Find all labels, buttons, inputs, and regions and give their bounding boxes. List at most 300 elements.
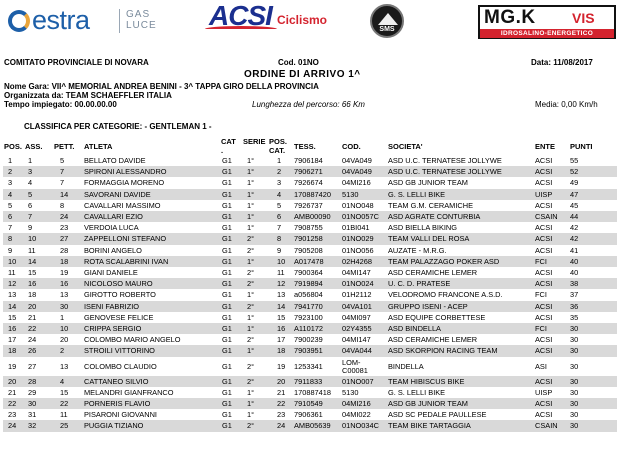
cell-cat: G1 [222, 223, 232, 233]
cell-punti: 30 [570, 376, 579, 386]
table-row [0, 177, 622, 188]
table-row [0, 312, 622, 323]
cell-tess: AMB05639 [294, 421, 331, 431]
cell-atleta: CRIPPA SERGIO [84, 324, 142, 333]
cell-pett: 2 [60, 346, 65, 356]
cell-ass: 30 [28, 399, 37, 408]
cell-serie: 1° [247, 178, 255, 188]
cell-punti: 42 [570, 223, 579, 233]
page-title: ORDINE DI ARRIVO 1^ [244, 69, 361, 80]
cell-serie: 1° [247, 324, 255, 333]
cell-poscat: 11 [277, 268, 285, 277]
cell-pos: 11 [8, 268, 16, 277]
cell-ass: 18 [28, 290, 37, 300]
cell-pett: 24 [60, 212, 69, 221]
table-row [0, 200, 622, 211]
cell-cat: G1 [222, 212, 232, 221]
cell-ass: 3 [28, 167, 33, 177]
table-row [0, 398, 622, 409]
cell-pos: 7 [8, 223, 13, 233]
col-poscat: POS. [269, 137, 287, 146]
cell-atleta: PUGGIA TIZIANO [84, 421, 144, 431]
cell-cat: G1 [222, 245, 232, 255]
cell-serie: 1° [247, 223, 255, 233]
cell-ente: ACSI [535, 178, 553, 188]
cell-serie: 2° [247, 268, 255, 277]
col-atleta: ATLETA [84, 142, 113, 151]
cell-societa: TEAM VALLI DEL ROSA [388, 234, 470, 244]
col-societa: SOCIETA' [388, 142, 423, 151]
cell-serie: 1° [247, 399, 255, 408]
cell-pett: 19 [60, 268, 69, 277]
cell-poscat: 14 [277, 301, 286, 311]
cell-cat: G1 [222, 335, 232, 345]
cell-poscat: 16 [277, 324, 286, 333]
average-speed: Media: 0,00 Km/h [535, 100, 598, 109]
cell-atleta: CAVALLARI MASSIMO [84, 200, 161, 210]
cell-serie: 1° [247, 200, 255, 210]
table-row [0, 245, 622, 256]
cell-cod: 04MI022 [342, 410, 371, 420]
table-row [0, 387, 622, 398]
table-row [0, 420, 622, 431]
cell-punti: 41 [570, 245, 579, 255]
cell-tess: 7900239 [294, 335, 323, 345]
acsi-swoosh-icon [205, 26, 277, 32]
col-ente: ENTE [535, 142, 556, 151]
cell-punti: 30 [570, 399, 579, 408]
cell-tess: 7941770 [294, 301, 323, 311]
cell-punti: 38 [570, 279, 579, 289]
table-row [0, 409, 622, 420]
cell-atleta: GENOVESE FELICE [84, 312, 154, 322]
cell-serie: 2° [247, 361, 255, 371]
cell-cod: 04MI216 [342, 178, 371, 188]
cell-cat: G1 [222, 376, 232, 386]
cell-pett: 13 [60, 290, 69, 300]
cell-pett: 16 [60, 279, 69, 289]
col-pos: POS. [4, 142, 22, 151]
estra-logo [6, 4, 176, 36]
cell-cod: 04MI097 [342, 312, 371, 322]
cell-pett: 5 [60, 156, 65, 165]
cell-societa: U. C. D. PRATESE [388, 279, 451, 289]
cell-poscat: 24 [277, 421, 286, 431]
cell-ass: 1 [28, 156, 33, 165]
cell-tess: 7919894 [294, 279, 323, 289]
cell-cod: 5130 [342, 387, 359, 397]
cell-ente: ACSI [535, 234, 553, 244]
cell-poscat: 20 [277, 376, 286, 386]
cell-pos: 20 [8, 376, 17, 386]
cell-societa: TEAM G.M. CERAMICHE [388, 200, 473, 210]
cell-atleta: FORMAGGIA MORENO [84, 178, 165, 188]
cell-serie: 1° [247, 212, 255, 221]
cell-cat: G1 [222, 301, 232, 311]
acsi-logo-sub: Ciclismo [277, 13, 328, 27]
cell-punti: 36 [570, 301, 579, 311]
cell-pos: 10 [8, 256, 17, 266]
cell-poscat: 7 [277, 223, 282, 233]
col-cat: CAT [221, 137, 236, 146]
cell-societa: ASD GB JUNIOR TEAM [388, 178, 468, 188]
cell-cat: G1 [222, 167, 232, 177]
cell-societa: ASD SC PEDALE PAULLESE [388, 410, 487, 420]
cell-serie: 2° [247, 335, 255, 345]
cell-poscat: 12 [277, 279, 286, 289]
cell-societa: ASD GB JUNIOR TEAM [388, 399, 468, 408]
cell-punti: 30 [570, 387, 579, 397]
cell-pos: 9 [8, 245, 13, 255]
cell-pos: 23 [8, 410, 17, 420]
mgk-logo-word: MG.K [484, 7, 536, 28]
cell-cod: LOM- [342, 357, 361, 367]
table-row [0, 334, 622, 345]
cell-pett: 14 [60, 189, 69, 199]
cell-cod: C00081 [342, 365, 368, 375]
course-length: Lunghezza del percorso: 66 Km [252, 100, 365, 109]
cell-atleta: GIROTTO ROBERTO [84, 290, 156, 300]
cell-ass: 29 [28, 387, 37, 397]
cell-cat: G1 [222, 256, 232, 266]
cell-pos: 16 [8, 324, 17, 333]
cell-tess: 7908755 [294, 223, 323, 233]
estra-logo-sub [126, 9, 157, 31]
col-tess: TESS. [294, 142, 316, 151]
cell-cod: 01NO029 [342, 234, 374, 244]
cell-cod: 01NO024 [342, 279, 374, 289]
cell-punti: 30 [570, 346, 579, 356]
cell-ass: 21 [28, 312, 37, 322]
cell-atleta: SPIRONI ALESSANDRO [84, 167, 167, 177]
cell-cod: 01NO007 [342, 376, 374, 386]
cell-ass: 27 [28, 361, 37, 371]
cell-tess: 170887418 [294, 387, 331, 397]
cell-societa: GRUPPO ISENI - ACEP [388, 301, 468, 311]
cell-ente: UISP [535, 387, 553, 397]
cell-atleta: COLOMBO MARIO ANGELO [84, 335, 181, 345]
cell-cod: 01NO048 [342, 200, 374, 210]
cell-poscat: 18 [277, 346, 286, 356]
organizer: Organizzata da: TEAM SCHAEFFLER ITALIA [4, 91, 172, 100]
cell-serie: 2° [247, 301, 255, 311]
cell-ass: 26 [28, 346, 37, 356]
cell-ass: 16 [28, 279, 37, 289]
cell-ente: ACSI [535, 346, 553, 356]
cell-ass: 28 [28, 376, 37, 386]
cell-cod: 01NO034C [342, 421, 379, 431]
estra-sub-gas: GAS [126, 9, 151, 20]
cell-ente: ACSI [535, 376, 553, 386]
cell-pett: 7 [60, 178, 65, 188]
sms-logo-text: SMS [379, 26, 395, 33]
cell-pos: 19 [8, 361, 17, 371]
mgk-logo [478, 5, 616, 39]
col-ass: ASS. [25, 142, 43, 151]
table-row [0, 345, 622, 356]
cell-pett: 27 [60, 234, 69, 244]
cell-serie: 2° [247, 245, 255, 255]
cell-tess: A017478 [294, 256, 324, 266]
cell-atleta: CATTANEO SILVIO [84, 376, 149, 386]
cell-atleta: VERDOIA LUCA [84, 223, 139, 233]
cell-cat: G1 [222, 234, 232, 244]
estra-logo-word: estra [32, 5, 90, 35]
cell-pos: 15 [8, 312, 17, 322]
race-name: Nome Gara: VII^ MEMORIAL ANDREA BENINI - 3^ TAPPA GIRO DELLA PROVINCIA [4, 82, 319, 91]
cell-poscat: 21 [277, 387, 286, 397]
cell-serie: 1° [247, 189, 255, 199]
cell-cat: G1 [222, 268, 232, 277]
cell-punti: 30 [570, 324, 579, 333]
cell-pett: 25 [60, 421, 69, 431]
cell-serie: 2° [247, 234, 255, 244]
cell-cat: G1 [222, 312, 232, 322]
category-heading: CLASSIFICA PER CATEGORIE: - GENTLEMAN 1 - [24, 122, 212, 131]
cell-pos: 22 [8, 399, 17, 408]
cell-ente: ACSI [535, 312, 553, 322]
cell-cod: 02Y4355 [342, 324, 372, 333]
cell-ente: UISP [535, 189, 553, 199]
cell-ente: ACSI [535, 335, 553, 345]
cell-pett: 20 [60, 335, 69, 345]
cell-societa: ASD CERAMICHE LEMER [388, 335, 478, 345]
cell-poscat: 22 [277, 399, 286, 408]
cell-societa: BINDELLA [388, 361, 424, 371]
cell-ass: 31 [28, 410, 37, 420]
mountain-icon [378, 13, 398, 25]
cell-punti: 30 [570, 421, 579, 431]
cell-ente: ACSI [535, 279, 553, 289]
cell-poscat: 6 [277, 212, 282, 221]
cell-cod: 01BI041 [342, 223, 370, 233]
cell-atleta: CAVALLARI EZIO [84, 212, 143, 221]
col-poscat-2: CAT. [269, 146, 286, 155]
cell-serie: 1° [247, 256, 255, 266]
cell-poscat: 17 [277, 335, 286, 345]
table-row [0, 357, 622, 376]
cell-ass: 10 [28, 234, 37, 244]
cell-tess: a056804 [294, 290, 323, 300]
cell-societa: ASD EQUIPE CORBETTESE [388, 312, 486, 322]
cell-tess: 7911833 [294, 376, 323, 386]
table-row [0, 301, 622, 312]
cell-poscat: 13 [277, 290, 286, 300]
cell-punti: 47 [570, 189, 579, 199]
cell-cod: 04VA049 [342, 156, 372, 165]
cell-tess: 1253341 [294, 361, 323, 371]
cell-cod: 01NO057C [342, 212, 379, 221]
cell-pos: 21 [8, 387, 17, 397]
mgk-logo-sub: IDROSALINO-ENERGETICO [480, 29, 614, 38]
table-row [0, 278, 622, 289]
cell-poscat: 4 [277, 189, 282, 199]
cell-pett: 13 [60, 361, 69, 371]
cell-ente: ASI [535, 361, 547, 371]
cell-tess: 7926674 [294, 178, 323, 188]
cell-tess: A110172 [294, 324, 324, 333]
cell-poscat: 2 [277, 167, 282, 177]
code: Cod. 01NO [278, 58, 319, 67]
cell-pos: 8 [8, 234, 13, 244]
cell-cat: G1 [222, 346, 232, 356]
cell-serie: 2° [247, 376, 255, 386]
cell-tess: 7905208 [294, 245, 323, 255]
cell-pos: 18 [8, 346, 17, 356]
cell-pett: 15 [60, 387, 69, 397]
cell-tess: AMB00090 [294, 212, 331, 221]
cell-ass: 20 [28, 301, 37, 311]
cell-tess: 7901258 [294, 234, 323, 244]
cell-ente: CSAIN [535, 421, 558, 431]
cell-poscat: 23 [277, 410, 286, 420]
estra-mark-icon [8, 10, 30, 32]
cell-punti: 52 [570, 167, 579, 177]
cell-pett: 18 [60, 256, 69, 266]
cell-punti: 44 [570, 212, 579, 221]
cell-ass: 5 [28, 189, 33, 199]
cell-poscat: 5 [277, 200, 282, 210]
estra-sub-luce: LUCE [126, 20, 157, 31]
cell-pos: 1 [8, 156, 13, 165]
cell-tess: 7906184 [294, 156, 323, 165]
cell-tess: 170887420 [294, 189, 331, 199]
cell-pett: 4 [60, 376, 65, 386]
cell-ass: 22 [28, 324, 37, 333]
cell-societa: G. S. LELLI BIKE [388, 387, 446, 397]
cell-serie: 1° [247, 346, 255, 356]
cell-ass: 32 [28, 421, 37, 431]
cell-societa: ASD BIELLA BIKING [388, 223, 458, 233]
cell-punti: 45 [570, 200, 579, 210]
cell-atleta: PISARONI GIOVANNI [84, 410, 157, 420]
cell-cat: G1 [222, 361, 232, 371]
cell-tess: 7903951 [294, 346, 323, 356]
cell-societa: VELODROMO FRANCONE A.S.D. [388, 290, 503, 300]
cell-pett: 1 [60, 312, 65, 322]
cell-cod: 01H2112 [342, 290, 372, 300]
cell-ass: 11 [28, 245, 36, 255]
cell-pett: 23 [60, 223, 69, 233]
cell-atleta: ROTA SCALABRINI IVAN [84, 256, 169, 266]
cell-ente: ACSI [535, 301, 553, 311]
cell-ass: 15 [28, 268, 37, 277]
cell-cod: 04VA049 [342, 167, 372, 177]
cell-atleta: SAVORANI DAVIDE [84, 189, 151, 199]
cell-cat: G1 [222, 178, 232, 188]
cell-cod: 04MI147 [342, 268, 371, 277]
cell-tess: 7906271 [294, 167, 323, 177]
cell-serie: 1° [247, 290, 255, 300]
cell-ente: FCI [535, 256, 547, 266]
cell-cod: 02H4268 [342, 256, 372, 266]
time-elapsed: Tempo impiegato: 00.00.00.00 [4, 100, 117, 109]
table-row [0, 189, 622, 200]
cell-societa: ASD U.C. TERNATESE JOLLYWE [388, 156, 502, 165]
cell-atleta: BORINI ANGELO [84, 245, 142, 255]
cell-pos: 13 [8, 290, 17, 300]
cell-serie: 2° [247, 279, 255, 289]
cell-punti: 40 [570, 256, 579, 266]
cell-cod: 04VA101 [342, 301, 372, 311]
cell-ass: 9 [28, 223, 33, 233]
cell-cat: G1 [222, 399, 232, 408]
cell-societa: ASD BINDELLA [388, 324, 441, 333]
cell-ente: ACSI [535, 156, 553, 165]
table-row [0, 376, 622, 387]
cell-ass: 7 [28, 212, 33, 221]
cell-serie: 1° [247, 167, 255, 177]
table-row [0, 155, 622, 166]
race-date: Data: 11/08/2017 [531, 58, 593, 67]
cell-serie: 2° [247, 421, 255, 431]
cell-punti: 30 [570, 361, 579, 371]
cell-cod: 04VA044 [342, 346, 372, 356]
cell-pos: 12 [8, 279, 17, 289]
sms-logo [370, 4, 404, 38]
col-cod: COD. [342, 142, 361, 151]
cell-societa: ASD SKORPION RACING TEAM [388, 346, 498, 356]
cell-cat: G1 [222, 156, 232, 165]
cell-societa: G. S. LELLI BIKE [388, 189, 446, 199]
cell-atleta: ISENI FABRIZIO [84, 301, 140, 311]
table-row [0, 166, 622, 177]
cell-ente: CSAIN [535, 212, 558, 221]
cell-pos: 24 [8, 421, 17, 431]
cell-ente: ACSI [535, 410, 553, 420]
table-row [0, 222, 622, 233]
cell-atleta: NICOLOSO MAURO [84, 279, 153, 289]
cell-punti: 55 [570, 156, 579, 165]
cell-ass: 6 [28, 200, 33, 210]
table-row [0, 211, 622, 222]
cell-pos: 3 [8, 178, 13, 188]
cell-cat: G1 [222, 387, 232, 397]
col-pett: PETT. [54, 142, 75, 151]
cell-ente: FCI [535, 324, 547, 333]
committee-name: COMITATO PROVINCIALE DI NOVARA [4, 58, 149, 67]
cell-tess: 7926737 [294, 200, 323, 210]
cell-societa: ASD CERAMICHE LEMER [388, 268, 478, 277]
cell-cat: G1 [222, 421, 232, 431]
cell-ente: ACSI [535, 200, 553, 210]
cell-societa: ASD U.C. TERNATESE JOLLYWE [388, 167, 502, 177]
cell-cat: G1 [222, 290, 232, 300]
cell-pos: 4 [8, 189, 13, 199]
cell-pos: 2 [8, 167, 13, 177]
acsi-logo [205, 0, 328, 36]
table-row [0, 323, 622, 334]
cell-serie: 1° [247, 410, 255, 420]
cell-pos: 17 [8, 335, 17, 345]
cell-ente: ACSI [535, 268, 553, 277]
cell-poscat: 3 [277, 178, 282, 188]
cell-societa: TEAM HIBISCUS BIKE [388, 376, 465, 386]
cell-atleta: ZAPPELLONI STEFANO [84, 234, 167, 244]
cell-atleta: STROILI VITTORINO [84, 346, 155, 356]
cell-tess: 7923100 [294, 312, 323, 322]
cell-cod: 04MI216 [342, 399, 371, 408]
cell-serie: 1° [247, 312, 255, 322]
col-cat-dot: . [221, 146, 224, 155]
cell-atleta: COLOMBO CLAUDIO [84, 361, 157, 371]
cell-cat: G1 [222, 279, 232, 289]
cell-pos: 14 [8, 301, 17, 311]
cell-pett: 28 [60, 245, 69, 255]
cell-cod: 04MI147 [342, 335, 371, 345]
cell-punti: 42 [570, 234, 579, 244]
table-row [0, 256, 622, 267]
